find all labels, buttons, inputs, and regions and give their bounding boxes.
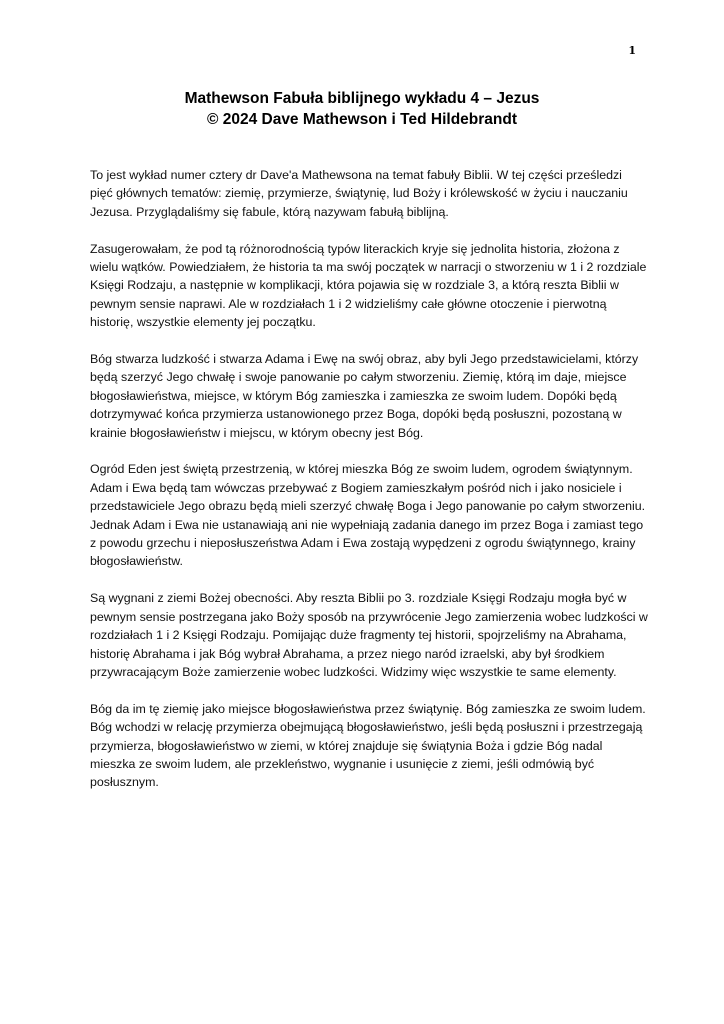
paragraph-2: Zasugerowałam, że pod tą różnorodnością typów literackich kryje się jednolita historia, złożona z wielu wątków. Powiedziałem, że historia ta ma swój początek w narracji o stworzeniu w 1 i 2 rozdziale Księgi Rodzaju, a następnie w komplikacji, która pojawia się w rozdziale 3, a którą reszta Biblii w pewnym sensie naprawi. Ale w rozdziałach 1 i 2 widzieliśmy całe główne otoczenie i pierwotną historię, wszystkie elementy jej początku.: [90, 241, 647, 330]
paragraph-5: Są wygnani z ziemi Bożej obecności. Aby reszta Biblii po 3. rozdziale Księgi Rodzaju mogła być w pewnym sensie postrzegana jako Boży sposób na przywrócenie Jego zamierzenia wobec ludzkości w rozdziałach 1 i 2 Księgi Rodzaju. Pomijając duże fragmenty tej historii, spojrzeliśmy na Abrahama, historię Abrahama i jak Bóg wybrał Abrahama, a przez niego naród izraelski, aby był środkiem przywracającym Boże zamierzenie wobec ludzkości. Widzimy więc wszystkie te same elementy.: [90, 591, 648, 679]
page-number: 1: [628, 44, 636, 57]
paragraph-3: Bóg stwarza ludzkość i stwarza Adama i Ewę na swój obraz, aby byli Jego przedstawicielami, którzy będą szerzyć Jego chwałę i swoje panowanie po całym stworzeniu. Ziemię, którą im daje, miejsce błogosławieństwa, miejsce, w którym Bóg zamieszka i zamieszka ze swoim ludem. Dopóki będą dotrzymywać końca przymierza ustanowionego przez Boga, dopóki będą posłuszni, pozostaną w krainie błogosławieństw i miejscu, w którym obecny jest Bóg.: [90, 352, 639, 440]
paragraph-4: Ogród Eden jest świętą przestrzenią, w której mieszka Bóg ze swoim ludem, ogrodem świątynnym. Adam i Ewa będą tam wówczas przebywać z Bogiem zamieszkałym pośród nich i jako nosiciele i przedstawiciele Jego obrazu będą mieli szerzyć chwałę Boga i Jego panowanie po całym stworzeniu. Jednak Adam i Ewa nie ustanawiają ani nie wypełniają zadania danego im przez Boga i zamiast tego z powodu grzechu i nieposłuszeństwa Adam i Ewa zostają wypędzeni z ogrodu świątynnego, krainy błogosławieństw.: [90, 462, 646, 569]
document-header: [0, 88, 724, 130]
document-title: Mathewson Fabuła biblijnego wykładu 4 – Jezus: [184, 90, 540, 107]
paragraph-6: Bóg da im tę ziemię jako miejsce błogosławieństwa przez świątynię. Bóg zamieszka ze swoim ludem. Bóg wchodzi w relację przymierza obejmującą błogosławieństwo, jeśli będą posłuszni i przestrzegają przymierza, błogosławieństwo w ziemi, w której znajduje się świątynia Boża i gdzie Bóg nadal mieszka ze swoim ludem, ale przekleństwo, wygnanie i usunięcie z ziemi, jeśli odmówią być posłusznym.: [90, 701, 646, 790]
paragraph-1: To jest wykład numer cztery dr Dave'a Mathewsona na temat fabuły Biblii. W tej części prześledzi pięć głównych tematów: ziemię, przymierze, świątynię, lud Boży i królewskość w życiu i nauczaniu Jezusa. Przyglądaliśmy się fabule, którą nazywam fabułą biblijną.: [90, 168, 628, 219]
document-copyright: © 2024 Dave Mathewson i Ted Hildebrandt: [206, 111, 517, 128]
document-body: [90, 166, 648, 810]
